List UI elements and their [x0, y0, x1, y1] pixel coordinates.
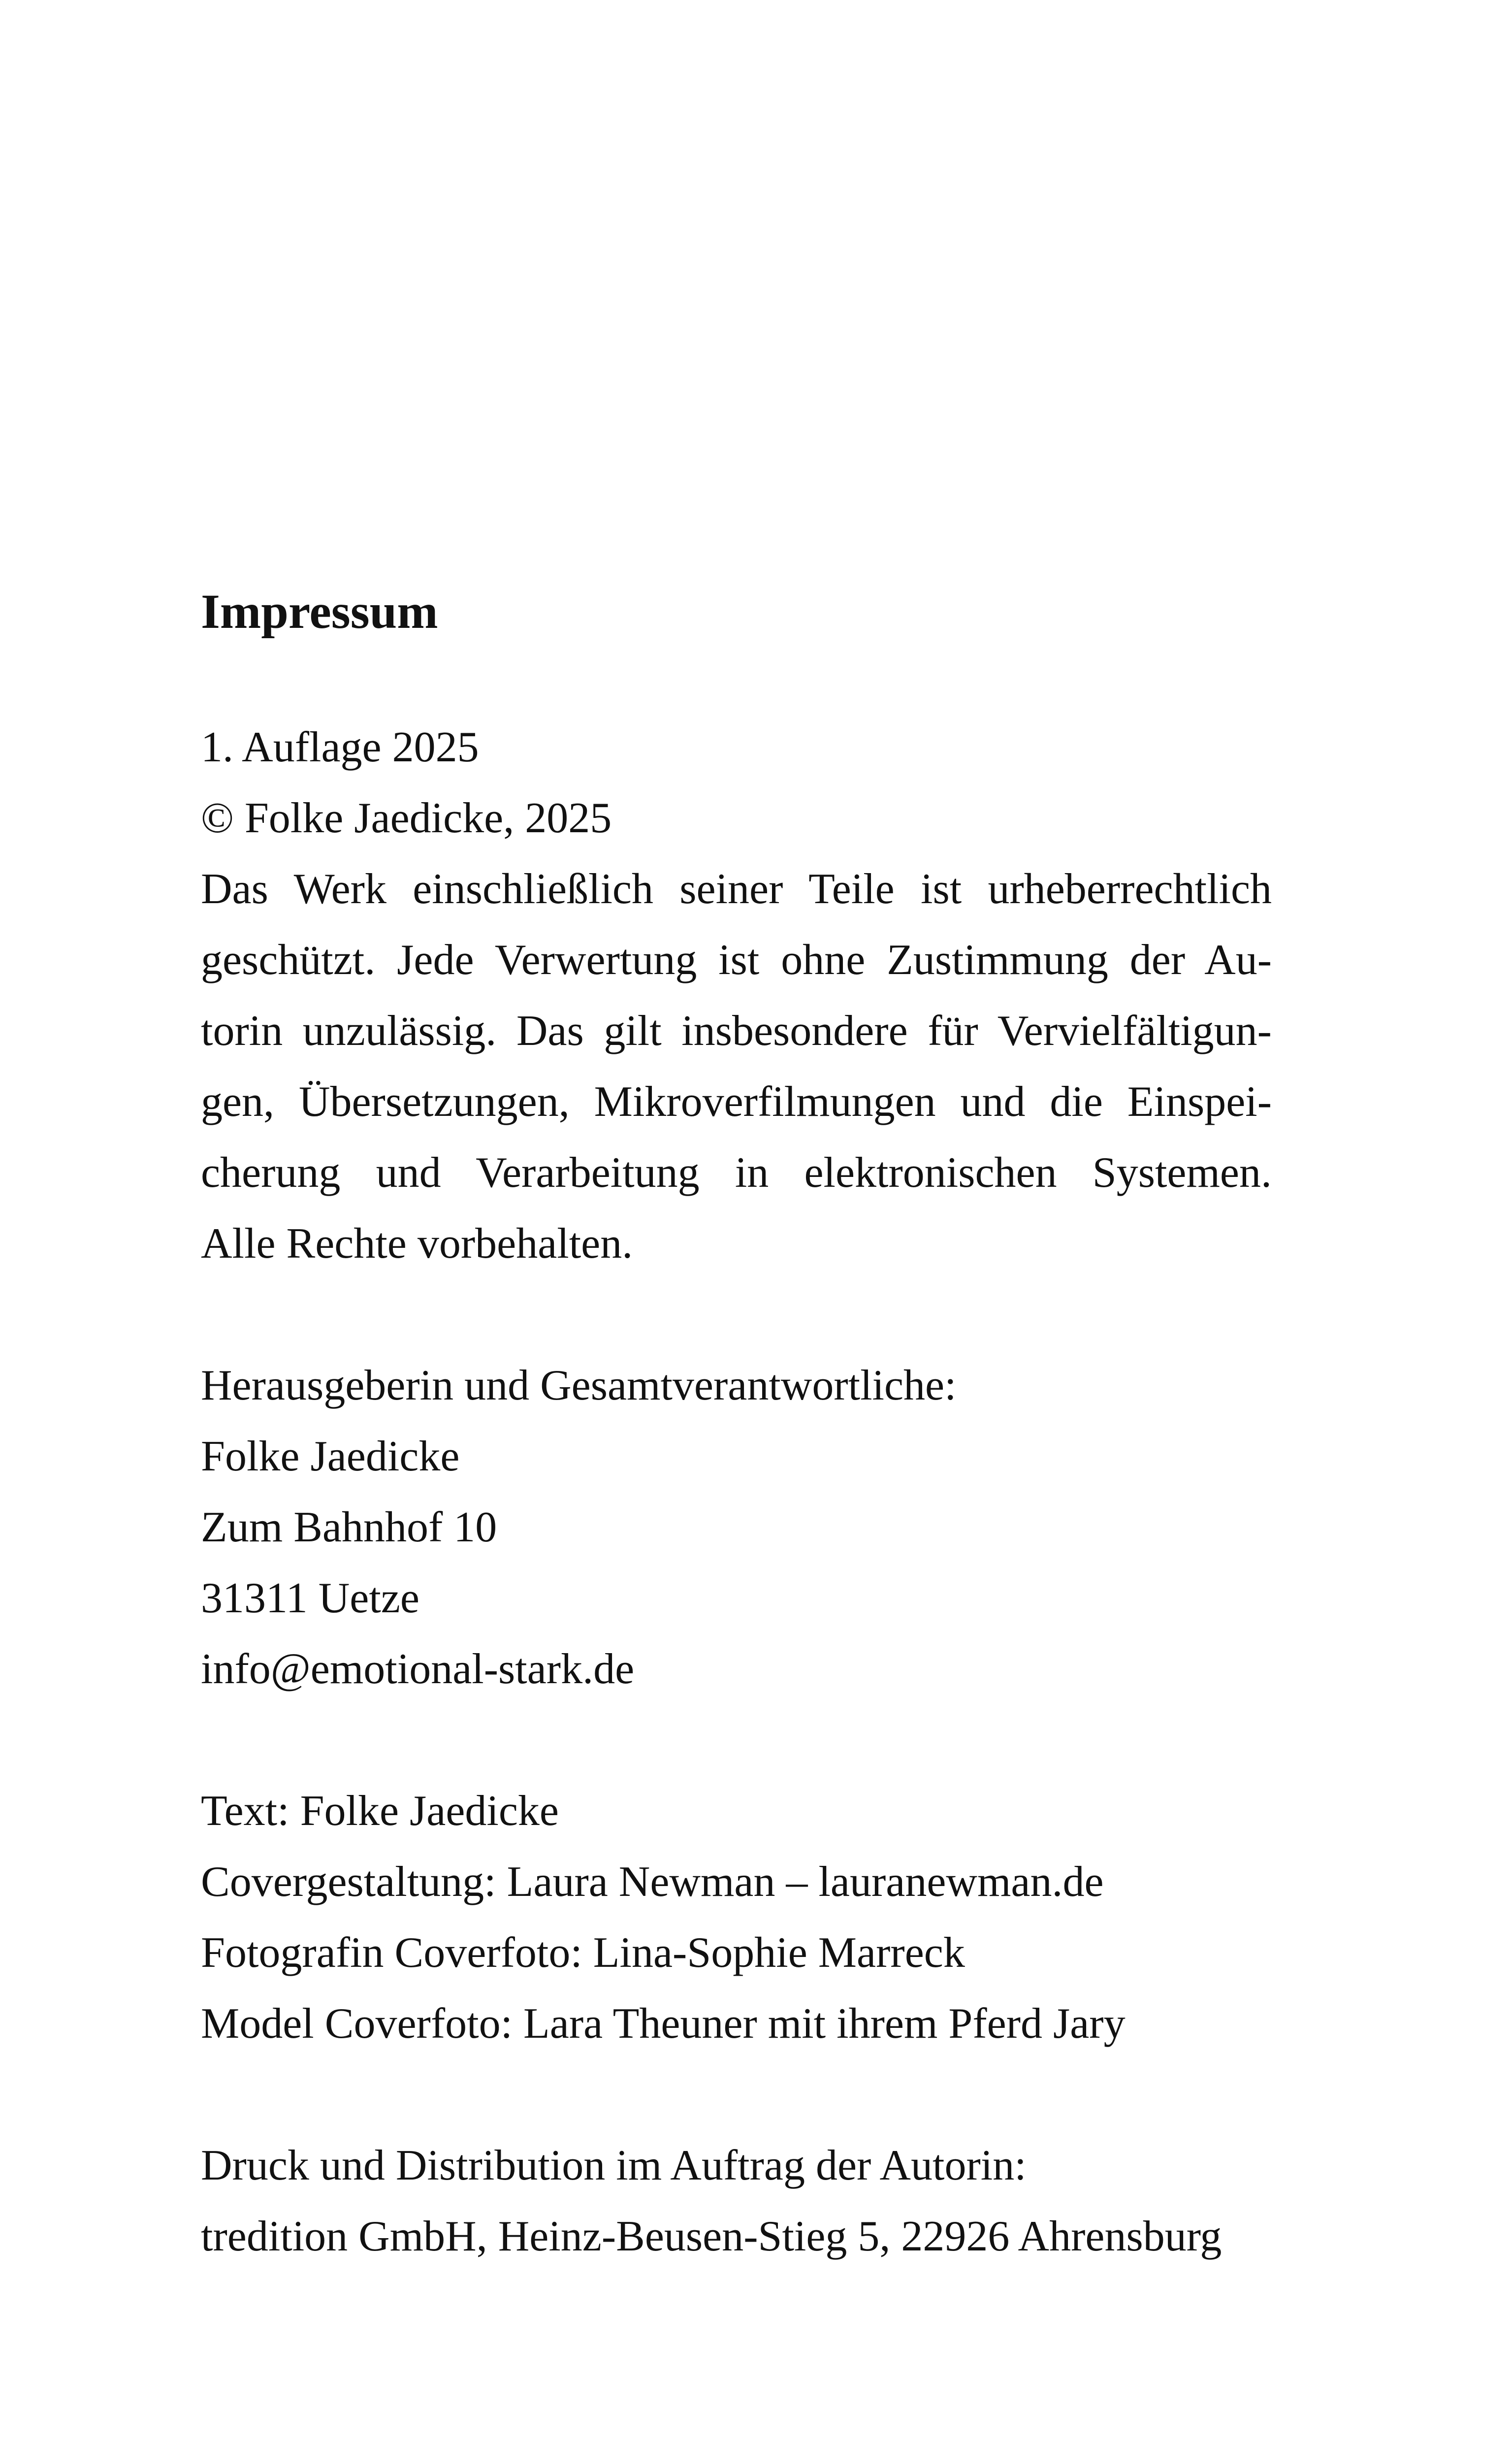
edition-line: 1. Auflage 2025 — [201, 723, 479, 771]
rights-line: gen, Übersetzungen, Mikroverfilmungen und die Einspei- — [201, 1078, 1272, 1126]
impressum-title: Impressum — [201, 584, 438, 639]
credits-block — [201, 1776, 1272, 2059]
rights-notice — [201, 854, 1272, 1279]
copyright-line: © Folke Jaedicke, 2025 — [201, 794, 612, 842]
paragraph-gap — [201, 2059, 1272, 2130]
publisher-city: 31311 Uetze — [201, 1574, 419, 1622]
publisher-name: Folke Jaedicke — [201, 1433, 460, 1480]
credit-cover-model: Model Coverfoto: Lara Theuner mit ihrem Pferd Jary — [201, 2000, 1126, 2048]
rights-line: Das Werk einschließlich seiner Teile ist urheberrechtlich — [201, 865, 1272, 913]
rights-line: cherung und Verarbeitung in elektronischen Systemen. — [201, 1149, 1272, 1197]
paragraph-gap — [201, 1705, 1272, 1776]
rights-line: Alle Rechte vorbehalten. — [201, 1220, 633, 1268]
credit-text: Text: Folke Jaedicke — [201, 1787, 559, 1835]
rights-line: geschützt. Jede Verwertung ist ohne Zustimmung der Au- — [201, 936, 1272, 984]
publisher-email: info@emotional-stark.de — [201, 1645, 635, 1693]
printing-address: tredition GmbH, Heinz-Beusen-Stieg 5, 22926 Ahrensburg — [201, 2213, 1222, 2260]
publisher-label: Herausgeberin und Gesamtverantwortliche: — [201, 1362, 957, 1409]
rights-line: torin unzulässig. Das gilt insbesondere für Vervielfältigun- — [201, 1007, 1272, 1055]
printing-block — [201, 2130, 1272, 2272]
credit-cover-photographer: Fotografin Coverfoto: Lina-Sophie Marreck — [201, 1929, 965, 1977]
paragraph-gap — [201, 1279, 1272, 1350]
publisher-block — [201, 1350, 1272, 1705]
impressum-section — [201, 576, 1272, 2272]
printing-label: Druck und Distribution im Auftrag der Autorin: — [201, 2142, 1027, 2189]
credit-cover-design: Covergestaltung: Laura Newman – lauranewman.de — [201, 1858, 1104, 1906]
publisher-street: Zum Bahnhof 10 — [201, 1503, 497, 1551]
